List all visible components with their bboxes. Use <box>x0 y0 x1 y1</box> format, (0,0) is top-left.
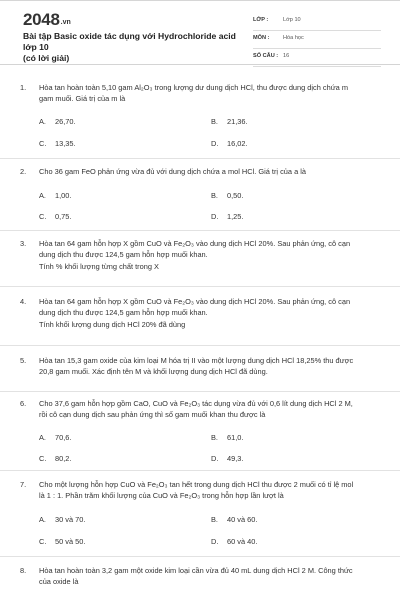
option-c[interactable] <box>39 454 71 464</box>
option-text: 40 và 60. <box>227 515 258 524</box>
option-text: 1,00. <box>55 191 72 200</box>
option-a[interactable] <box>39 191 71 201</box>
document-title-line-1: Bài tập Basic oxide tác dụng với Hydrochloride acid lớp 10 <box>23 31 236 52</box>
option-letter: C. <box>39 139 47 148</box>
question-text <box>39 82 377 105</box>
question-line: Cho một lượng hỗn hợp CuO và Fe₂O₃ tan hết trong dung dịch HCl thu được 2 muối có tỉ lệ mol <box>39 480 354 489</box>
option-text: 60 và 40. <box>227 537 258 546</box>
option-letter: C. <box>39 212 47 221</box>
option-b[interactable] <box>211 191 243 201</box>
option-text: 50 và 50. <box>55 537 86 546</box>
question-number: 8. <box>20 566 27 575</box>
question-line: Hòa tan 64 gam hỗn hợp X gồm CuO và Fe₂O₃ vào dung dịch HCl 20%. Sau phản ứng, cô cạn <box>39 239 351 248</box>
option-b[interactable] <box>211 433 243 443</box>
option-text: 16,02. <box>227 139 248 148</box>
option-a[interactable] <box>39 117 76 127</box>
question-line: rồi cô cạn dung dịch sau phản ứng thì số gam muối khan thu được là <box>39 410 266 420</box>
option-text: 70,6. <box>55 433 72 442</box>
meta-row-subject <box>253 32 381 49</box>
question-divider <box>0 345 400 346</box>
option-letter: A. <box>39 191 46 200</box>
question-line: Hòa tan 15,3 gam oxide của kim loại M hóa trị II vào một lượng dung dịch HCl 18,25% thu được <box>39 356 354 365</box>
meta-label-class: LỚP : <box>253 17 269 23</box>
option-d[interactable] <box>211 212 243 222</box>
page-header <box>0 1 400 65</box>
question-line: Cho 37,6 gam hỗn hợp gồm CaO, CuO và Fe₂O₃ tác dụng vừa đủ với 0,6 lít dung dịch HCl 2 M, <box>39 399 353 408</box>
meta-value-question-count: 16 <box>283 53 290 59</box>
question-line: Tính % khối lượng từng chất trong X <box>39 261 159 271</box>
option-letter: D. <box>211 139 219 148</box>
option-a[interactable] <box>39 433 71 443</box>
question-line: 20,8 gam muối. Xác định tên M và khối lượng dung dịch HCl đã dùng. <box>39 367 268 377</box>
option-b[interactable] <box>211 117 248 127</box>
document-title-line-2: (có lời giải) <box>23 53 70 63</box>
option-letter: B. <box>211 433 218 442</box>
option-text: 80,2. <box>55 454 72 463</box>
meta-info-table <box>253 14 381 68</box>
option-d[interactable] <box>211 139 248 149</box>
meta-row-class <box>253 14 381 31</box>
logo-suffix-text: .vn <box>60 19 71 26</box>
option-text: 26,70. <box>55 117 76 126</box>
option-d[interactable] <box>211 454 243 464</box>
question-divider <box>0 556 400 557</box>
question-line: Tính khối lượng dung dịch HCl 20% đã dùng <box>39 319 186 329</box>
option-letter: B. <box>211 191 218 200</box>
question-number: 7. <box>20 480 27 489</box>
question-divider <box>0 391 400 392</box>
option-letter: A. <box>39 515 46 524</box>
question-divider <box>0 158 400 159</box>
option-a[interactable] <box>39 515 85 525</box>
question-divider <box>0 470 400 471</box>
question-line: Cho 36 gam FeO phản ứng vừa đủ với dung dịch chứa a mol HCl. Giá trị của a là <box>39 167 306 176</box>
option-text: 21,36. <box>227 117 248 126</box>
question-text <box>39 166 377 177</box>
question-number: 5. <box>20 356 27 365</box>
option-letter: A. <box>39 117 46 126</box>
option-b[interactable] <box>211 515 257 525</box>
question-text <box>39 355 377 378</box>
site-logo[interactable] <box>23 11 71 31</box>
question-line: Hòa tan hoàn toàn 5,10 gam Al₂O₃ trong lượng dư dung dịch HCl, thu được dung dịch chứa m <box>39 83 348 92</box>
question-text <box>39 238 377 272</box>
option-text: 1,25. <box>227 212 244 221</box>
option-letter: A. <box>39 433 46 442</box>
option-text: 0,75. <box>55 212 72 221</box>
option-letter: C. <box>39 537 47 546</box>
option-text: 13,35. <box>55 139 76 148</box>
question-line: Hòa tan 64 gam hỗn hợp X gồm CuO và Fe₂O₃ vào dung dịch HCl 20%. Sau phản ứng, cô cạn <box>39 297 351 306</box>
document-title <box>23 31 238 64</box>
meta-value-class: Lớp 10 <box>283 17 301 23</box>
question-line: là 1 : 1. Phần trăm khối lượng của CuO và Fe₂O₃ trong hỗn hợp lần lượt là <box>39 491 284 501</box>
option-letter: C. <box>39 454 47 463</box>
option-letter: D. <box>211 454 219 463</box>
question-number: 1. <box>20 83 27 92</box>
question-text <box>39 479 377 502</box>
meta-label-question-count: SỐ CÂU : <box>253 53 279 59</box>
question-number: 3. <box>20 239 27 248</box>
option-letter: D. <box>211 212 219 221</box>
option-letter: B. <box>211 117 218 126</box>
option-letter: B. <box>211 515 218 524</box>
question-line: dung dịch thu được 124,5 gam hỗn hợp muối khan. <box>39 308 208 318</box>
logo-main-text: 2048 <box>23 10 60 29</box>
question-text <box>39 296 377 330</box>
option-d[interactable] <box>211 537 257 547</box>
option-text: 30 và 70. <box>55 515 86 524</box>
question-line: của oxide là <box>39 577 79 587</box>
question-line: gam muối. Giá trị của m là <box>39 94 126 104</box>
option-text: 49,3. <box>227 454 244 463</box>
question-divider <box>0 230 400 231</box>
question-number: 2. <box>20 167 27 176</box>
question-number: 6. <box>20 399 27 408</box>
question-line: Hòa tan hoàn toàn 3,2 gam một oxide kim loại cần vừa đủ 40 mL dung dịch HCl 2 M. Công thức <box>39 566 353 575</box>
option-text: 61,0. <box>227 433 244 442</box>
meta-label-subject: MÔN : <box>253 35 270 41</box>
option-c[interactable] <box>39 139 76 149</box>
option-c[interactable] <box>39 537 85 547</box>
question-text <box>39 398 377 421</box>
meta-value-subject: Hóa học <box>283 35 304 41</box>
question-text <box>39 565 377 588</box>
option-text: 0,50. <box>227 191 244 200</box>
meta-row-question-count <box>253 50 381 67</box>
option-c[interactable] <box>39 212 71 222</box>
question-number: 4. <box>20 297 27 306</box>
question-line: dung dịch thu được 124,5 gam hỗn hợp muối khan. <box>39 250 208 260</box>
question-divider <box>0 286 400 287</box>
option-letter: D. <box>211 537 219 546</box>
